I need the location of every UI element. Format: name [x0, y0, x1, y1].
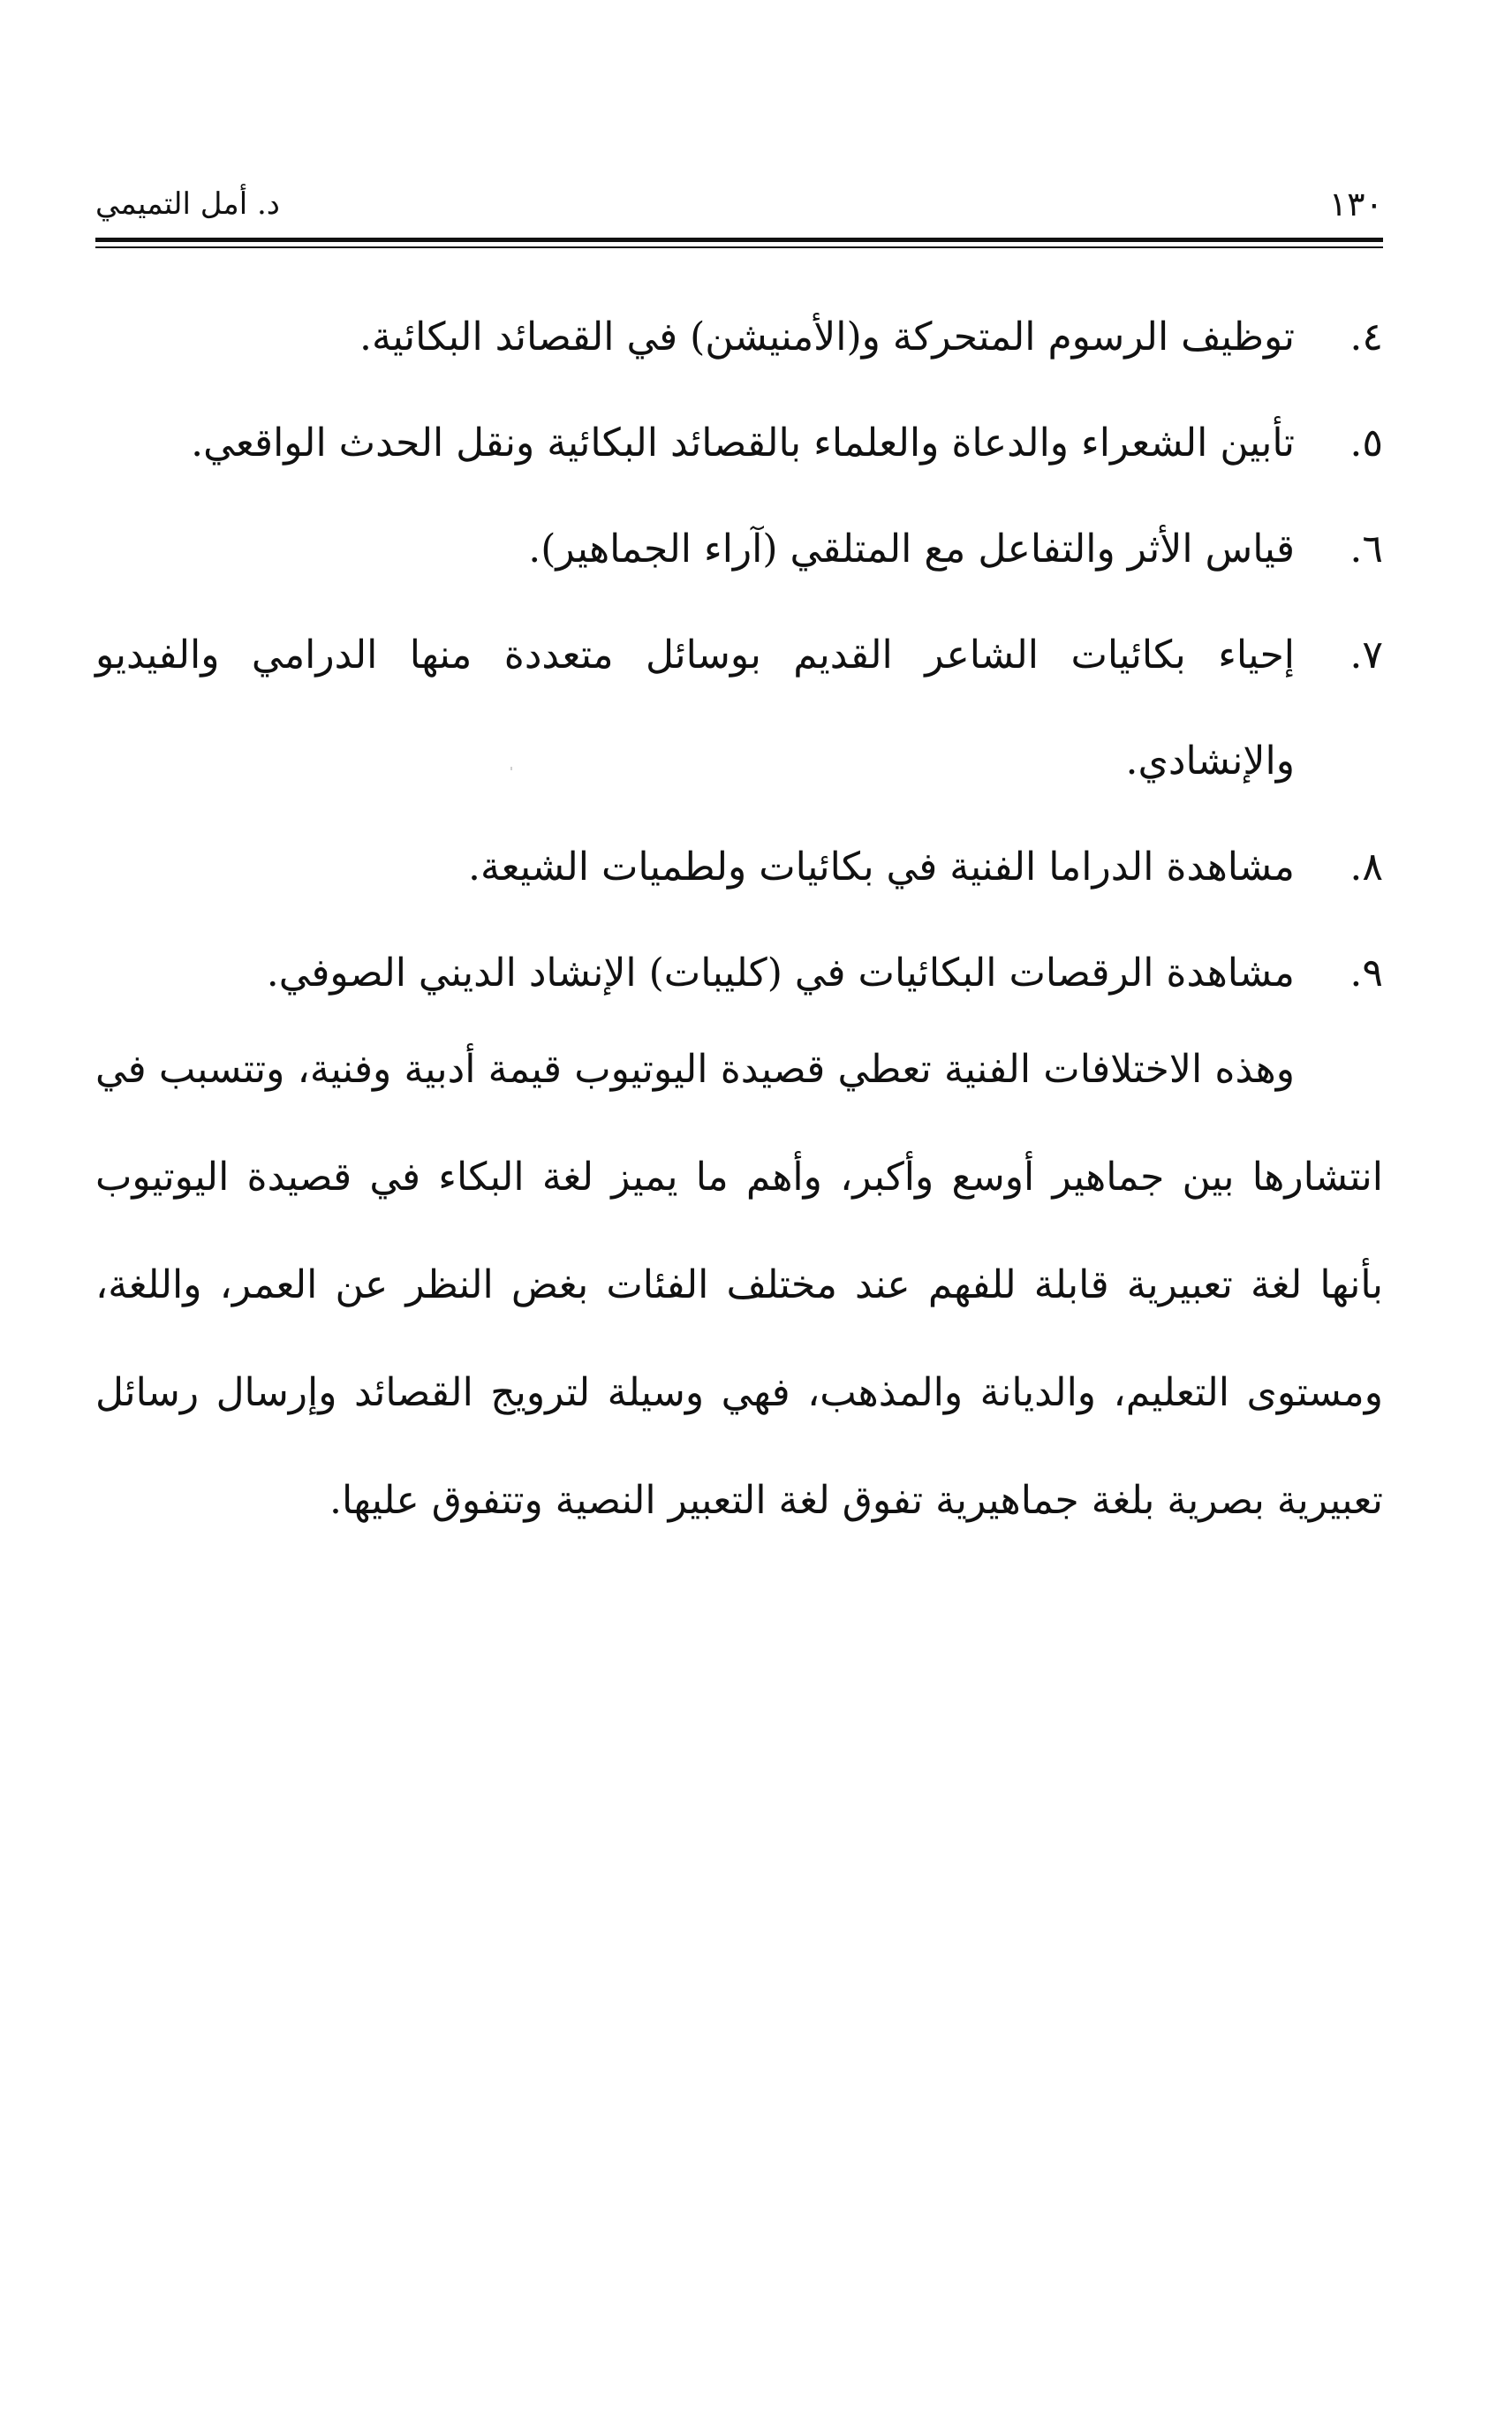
page-number: ١٣٠	[1328, 185, 1383, 223]
list-item	[95, 814, 1383, 920]
list-item	[95, 284, 1383, 390]
running-header	[95, 173, 1383, 235]
list-item-text: مشاهدة الدراما الفنية في بكائيات ولطميات الشيعة.	[468, 844, 1295, 890]
list-item-text: توظيف الرسوم المتحركة و(الأمنيشن) في القصائد البكائية.	[359, 314, 1295, 360]
list-item-text: تأبين الشعراء والدعاة والعلماء بالقصائد البكائية ونقل الحدث الواقعي.	[191, 420, 1295, 466]
list-item	[95, 390, 1383, 496]
running-header-author: د. أمل التميمي	[95, 186, 280, 222]
numbered-list	[95, 284, 1383, 1026]
list-item-number: ٨.	[1349, 844, 1383, 890]
list-item	[95, 602, 1383, 814]
list-item-number: ٦.	[1349, 526, 1383, 572]
list-item-number: ٩.	[1349, 950, 1383, 996]
list-item-text: قياس الأثر والتفاعل مع المتلقي (آراء الجماهير).	[528, 526, 1295, 572]
list-item-text: مشاهدة الرقصات البكائيات في (كليبات) الإنشاد الديني الصوفي.	[266, 950, 1295, 996]
list-item	[95, 920, 1383, 1026]
list-item	[95, 496, 1383, 602]
header-rule-thick	[95, 238, 1383, 242]
list-item-number: ٥.	[1349, 420, 1383, 466]
scan-speck	[510, 767, 512, 770]
body-paragraph: وهذه الاختلافات الفنية تعطي قصيدة اليوتيوب قيمة أدبية وفنية، وتتسبب في انتشارها بين جماهير أوسع وأكبر، وأهم ما يميز لغة البكاء في قصيدة اليوتيوب بأنها لغة تعبيرية قابلة للفهم عند مختلف الفئات بغض النظر عن العمر، واللغة، ومستوى التعليم، والديانة والمذهب، فهي وسيلة لترويج القصائد وإرسال رسائل تعبيرية بصرية بلغة جماهيرية تفوق لغة التعبير النصية وتتفوق عليها.	[95, 1047, 1383, 1523]
list-item-number: ٧.	[1349, 632, 1383, 678]
list-item-number: ٤.	[1349, 314, 1383, 360]
header-rule-thin	[95, 246, 1383, 248]
list-item-text: إحياء بكائيات الشاعر القديم بوسائل متعددة منها الدرامي والفيديو والإنشادي.	[95, 632, 1295, 784]
